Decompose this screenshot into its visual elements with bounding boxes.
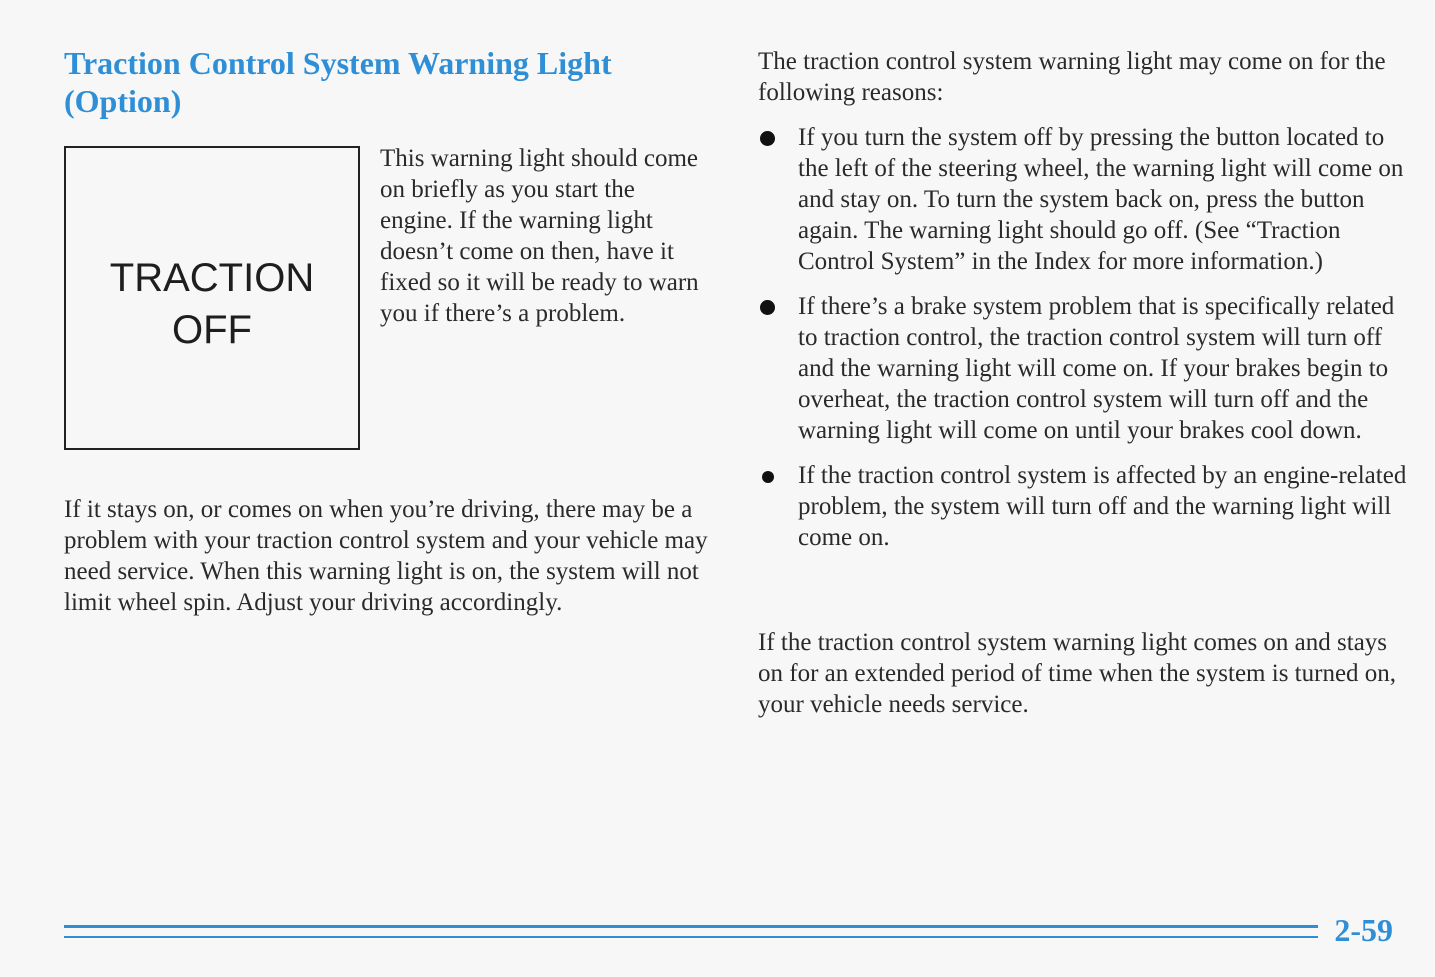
list-item-text: If the traction control system is affected by an engine-related problem, the system will turn off and the warning light will come on. (798, 462, 1407, 551)
footer-rule-thin (64, 936, 1318, 938)
stays-on-paragraph: If it stays on, or comes on when you’re driving, there may be a problem with your traction control system and your vehicle may need service. When this warning light is on, the system will not limit wheel spin. Adjust your driving accordingly. (64, 496, 708, 616)
list-item (758, 291, 1408, 446)
warning-light-label-line1: TRACTION (109, 256, 315, 300)
warning-light-label (66, 252, 358, 356)
warning-light-description: This warning light should come on briefly as you start the engine. If the warning light doesn’t come on then, have it fixed so it will be ready to warn you if there’s a problem. (380, 145, 699, 327)
list-item (758, 122, 1408, 277)
bullet-icon (760, 300, 775, 315)
list-item-text: If you turn the system off by pressing the button located to the left of the steering wheel, the warning light will come on and stay on. To turn the system back on, press the button again. The warning light should go off. (See “Traction Control System” in the Index for more information.) (798, 124, 1404, 275)
footer-rule (64, 925, 1318, 928)
reasons-intro: The traction control system warning light may come on for the following reasons: (758, 48, 1386, 106)
bullet-icon (762, 471, 774, 483)
reasons-list (758, 122, 1408, 567)
traction-off-warning-light-icon (64, 146, 360, 450)
section-heading (64, 44, 704, 120)
list-item (758, 460, 1408, 553)
page-number: 2-59 (1334, 912, 1393, 948)
section-heading-line1: Traction Control System Warning Light (64, 45, 612, 81)
section-heading-line2: (Option) (64, 83, 182, 119)
list-item-text: If there’s a brake system problem that is specifically related to traction control, the traction control system will turn off and the warning light will come on. If your brakes begin to overheat, the traction control system will turn off and the warning light will come on until your brakes cool down. (798, 293, 1395, 444)
bullet-icon (760, 131, 775, 146)
closing-paragraph: If the traction control system warning light comes on and stays on for an extended period of time when the system is turned on, your vehicle needs service. (758, 629, 1397, 718)
warning-light-label-line2: OFF (172, 308, 252, 352)
